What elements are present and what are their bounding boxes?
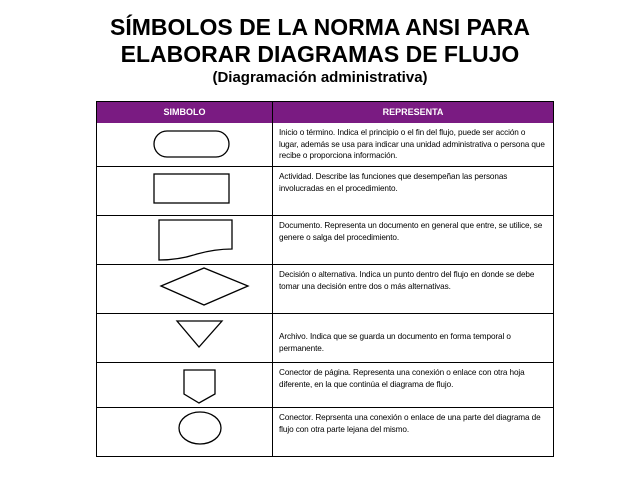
table-header — [97, 102, 553, 123]
decision-symbol-cell — [97, 265, 272, 313]
table-row — [97, 123, 553, 166]
row-description: Archivo. Indica que se guarda un documento en forma temporal o permanente. — [279, 332, 511, 353]
row-description: Inicio o término. Indica el principio o el fin del flujo, puede ser acción o lugar, además se usa para indicar una unidad administrativa o persona que recibe o proporciona información. — [279, 128, 545, 160]
row-description: Decisión o alternativa. Indica un punto dentro del flujo en donde se debe tomar una decisión entre dos o más alternativas. — [279, 270, 535, 291]
column-divider — [272, 102, 273, 456]
archive-symbol-cell — [97, 314, 272, 362]
terminal-oval-icon — [97, 123, 272, 166]
page-title-line-2: ELABORAR DIAGRAMAS DE FLUJO — [120, 41, 520, 67]
row-description: Documento. Representa un documento en general que entre, se utilice, se genere o salga del procedimiento. — [279, 221, 543, 242]
column-header-symbol: SIMBOLO — [163, 107, 206, 117]
document-symbol-cell — [97, 216, 272, 264]
row-description: Conector de página. Representa una conexión o enlace con otra hoja diferente, en la que continúa el diagrama de flujo. — [279, 368, 525, 389]
table-row — [97, 216, 553, 264]
decision-diamond-icon — [97, 265, 272, 313]
symbols-table — [96, 101, 554, 457]
page-title-line-1: SÍMBOLOS DE LA NORMA ANSI PARA — [110, 14, 530, 40]
activity-symbol-cell — [97, 167, 272, 215]
connector-symbol-cell — [97, 408, 272, 456]
connector-circle-icon — [97, 408, 272, 456]
page-connector-pentagon-icon — [97, 363, 272, 407]
page-connector-symbol-cell — [97, 363, 272, 407]
row-description: Actividad. Describe las funciones que desempeñan las personas involucradas en el procedimiento. — [279, 172, 508, 193]
terminal-symbol-cell — [97, 123, 272, 166]
archive-triangle-icon — [97, 314, 272, 362]
table-row — [97, 363, 553, 407]
table-row — [97, 167, 553, 215]
row-description: Conector. Reprsenta una conexión o enlace de una parte del diagrama de flujo con otra parte lejana del mismo. — [279, 413, 541, 434]
table-row — [97, 265, 553, 313]
document-shape-icon — [97, 216, 272, 264]
column-header-represents: REPRESENTA — [382, 107, 444, 117]
page-subtitle: (Diagramación administrativa) — [212, 69, 428, 86]
activity-rectangle-icon — [97, 167, 272, 215]
table-row — [97, 314, 553, 362]
table-row — [97, 408, 553, 456]
